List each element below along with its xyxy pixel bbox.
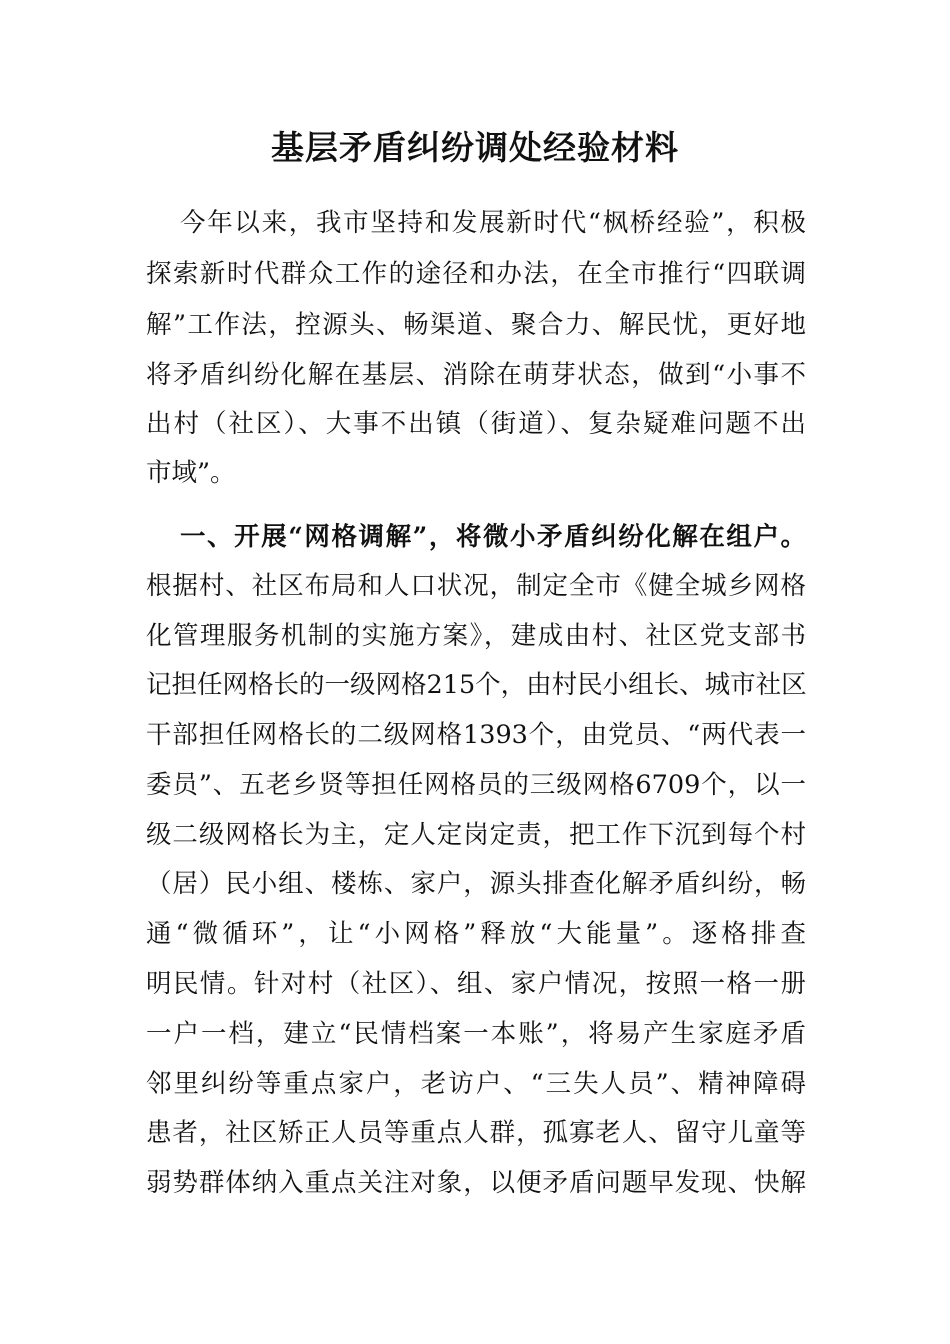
body-line: 委员”、五老乡贤等担任网格员的三级网格6709个，以一 bbox=[146, 770, 806, 800]
body-line: 根据村、社区布局和人口状况，制定全市《健全城乡网格 bbox=[146, 571, 806, 601]
body-line: 干部担任网格长的二级网格1393个，由党员、“两代表一 bbox=[146, 720, 806, 750]
body-line: 明民情。针对村（社区）、组、家户情况，按照一格一册 bbox=[146, 969, 806, 999]
intro-line: 探索新时代群众工作的途径和办法，在全市推行“四联调 bbox=[146, 259, 806, 289]
intro-line: 出村（社区）、大事不出镇（街道）、复杂疑难问题不出 bbox=[146, 409, 806, 439]
body-line: 邻里纠纷等重点家户，老访户、“三失人员”、精神障碍 bbox=[146, 1069, 806, 1099]
body-line: 通“微循环”，让“小网格”释放“大能量”。逐格排查 bbox=[146, 919, 806, 949]
body-line: 级二级网格长为主，定人定岗定责，把工作下沉到每个村 bbox=[146, 820, 806, 850]
section-heading: 一、开展“网格调解”，将微小矛盾纠纷化解在组户。 bbox=[180, 522, 806, 552]
intro-line: 今年以来，我市坚持和发展新时代“枫桥经验”，积极 bbox=[180, 208, 806, 238]
body-line: 患者，社区矫正人员等重点人群，孤寡老人、留守儿童等 bbox=[146, 1118, 806, 1148]
intro-line: 市域”。 bbox=[146, 458, 236, 488]
body-line: 一户一档，建立“民情档案一本账”，将易产生家庭矛盾 bbox=[146, 1019, 806, 1049]
body-line: 化管理服务机制的实施方案》，建成由村、社区党支部书 bbox=[146, 621, 806, 651]
document-title: 基层矛盾纠纷调处经验材料 bbox=[271, 128, 679, 167]
intro-line: 将矛盾纠纷化解在基层、消除在萌芽状态，做到“小事不 bbox=[146, 360, 806, 390]
body-line: （居）民小组、楼栋、家户，源头排查化解矛盾纠纷，畅 bbox=[146, 869, 806, 899]
intro-line: 解”工作法，控源头、畅渠道、聚合力、解民忧，更好地 bbox=[146, 310, 806, 340]
body-line: 弱势群体纳入重点关注对象，以便矛盾问题早发现、快解 bbox=[146, 1168, 806, 1198]
body-line: 记担任网格长的一级网格215个，由村民小组长、城市社区 bbox=[146, 670, 807, 700]
